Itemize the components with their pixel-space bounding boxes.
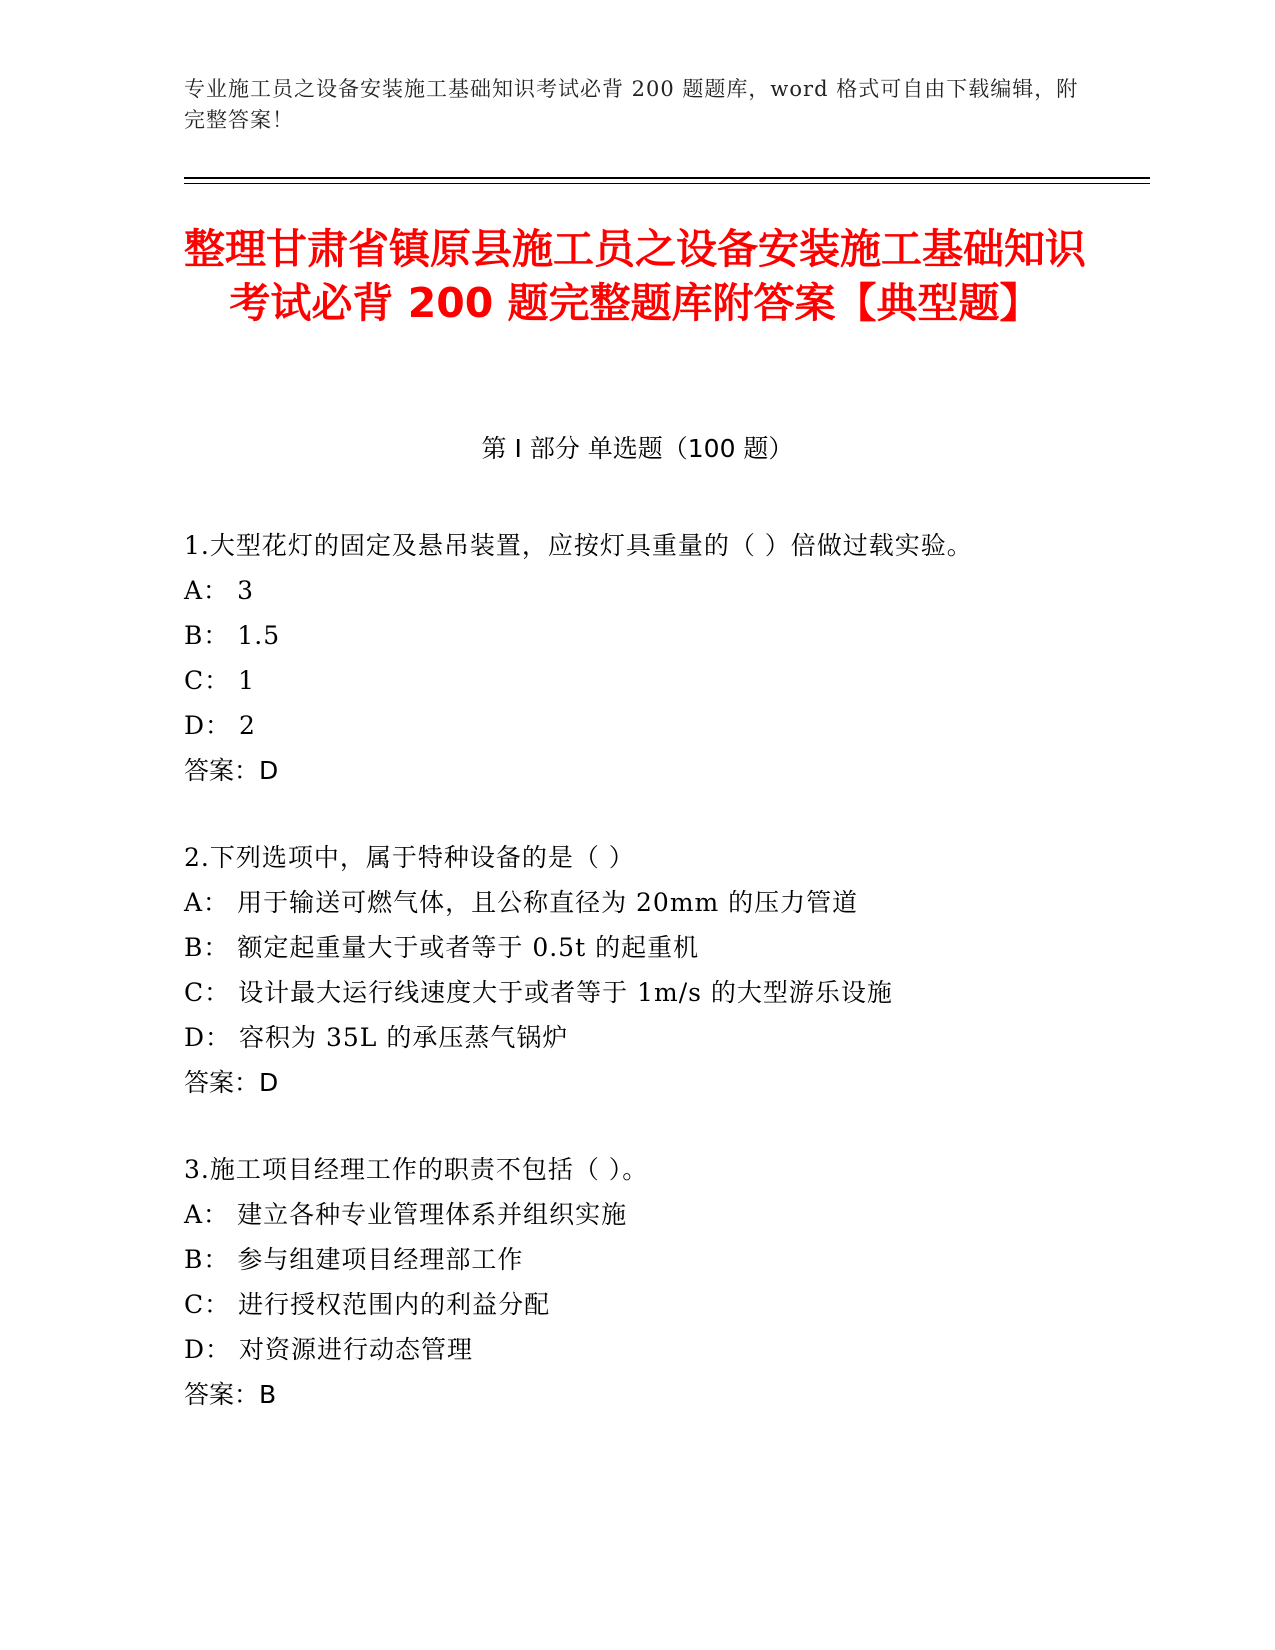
option-c <box>184 970 1144 1015</box>
question-list <box>184 523 1144 1459</box>
option-key: A： <box>184 888 230 917</box>
document-title: 整理甘肃省镇原县施工员之设备安装施工基础知识考试必背 200 题完整题库附答案【典型题】 <box>184 225 1086 327</box>
option-text: 设计最大运行线速度大于或者等于 1m/s 的大型游乐设施 <box>238 978 893 1007</box>
option-text: 建立各种专业管理体系并组织实施 <box>237 1200 628 1229</box>
option-c <box>184 1282 1144 1327</box>
option-b <box>184 1237 1144 1282</box>
answer-label: 答案： <box>184 1380 260 1409</box>
option-key: A： <box>184 1200 230 1229</box>
option-b <box>184 613 1144 658</box>
option-d <box>184 1015 1144 1060</box>
option-key: C： <box>184 666 231 695</box>
option-d <box>184 703 1144 748</box>
question-stem: 3.施工项目经理工作的职责不包括（ ）。 <box>184 1155 649 1184</box>
header-rule-thick <box>184 177 1150 179</box>
option-key: B： <box>184 933 230 962</box>
question-stem: 2.下列选项中，属于特种设备的是（ ） <box>184 843 635 872</box>
question-1 <box>184 523 1144 793</box>
answer-label: 答案： <box>184 756 260 785</box>
answer-line <box>184 748 1144 793</box>
option-text: 额定起重量大于或者等于 0.5t 的起重机 <box>237 933 700 962</box>
option-key: D： <box>184 1023 232 1052</box>
answer-line <box>184 1372 1144 1417</box>
option-text: 对资源进行动态管理 <box>239 1335 474 1364</box>
question-stem: 1.大型花灯的固定及悬吊装置，应按灯具重量的（ ）倍做过载实验。 <box>184 531 973 560</box>
option-a <box>184 1192 1144 1237</box>
section-title: 第 I 部分 单选题（100 题） <box>481 434 794 463</box>
option-text: 参与组建项目经理部工作 <box>237 1245 524 1274</box>
option-text: 3 <box>237 576 254 605</box>
option-a <box>184 568 1144 613</box>
option-b <box>184 925 1144 970</box>
option-text: 进行授权范围内的利益分配 <box>238 1290 551 1319</box>
option-a <box>184 880 1144 925</box>
header-rule-thin <box>184 183 1150 184</box>
question-2 <box>184 835 1144 1105</box>
header-note: 专业施工员之设备安装施工基础知识考试必背 200 题题库，word 格式可自由下载编辑，附完整答案！ <box>184 77 1079 132</box>
option-text: 1 <box>238 666 256 695</box>
option-d <box>184 1327 1144 1372</box>
answer-value: D <box>259 756 279 785</box>
option-key: B： <box>184 621 230 650</box>
question-3 <box>184 1147 1144 1417</box>
option-key: D： <box>184 1335 232 1364</box>
option-c <box>184 658 1144 703</box>
option-key: C： <box>184 978 231 1007</box>
answer-value: B <box>259 1380 277 1409</box>
option-text: 用于输送可燃气体，且公称直径为 20mm 的压力管道 <box>237 888 859 917</box>
option-key: D： <box>184 711 232 740</box>
option-text: 容积为 35L 的承压蒸气锅炉 <box>239 1023 569 1052</box>
option-key: A： <box>184 576 230 605</box>
option-text: 1.5 <box>237 621 281 650</box>
option-text: 2 <box>239 711 256 740</box>
answer-line <box>184 1060 1144 1105</box>
option-key: B： <box>184 1245 230 1274</box>
answer-value: D <box>259 1068 279 1097</box>
answer-label: 答案： <box>184 1068 260 1097</box>
option-key: C： <box>184 1290 231 1319</box>
